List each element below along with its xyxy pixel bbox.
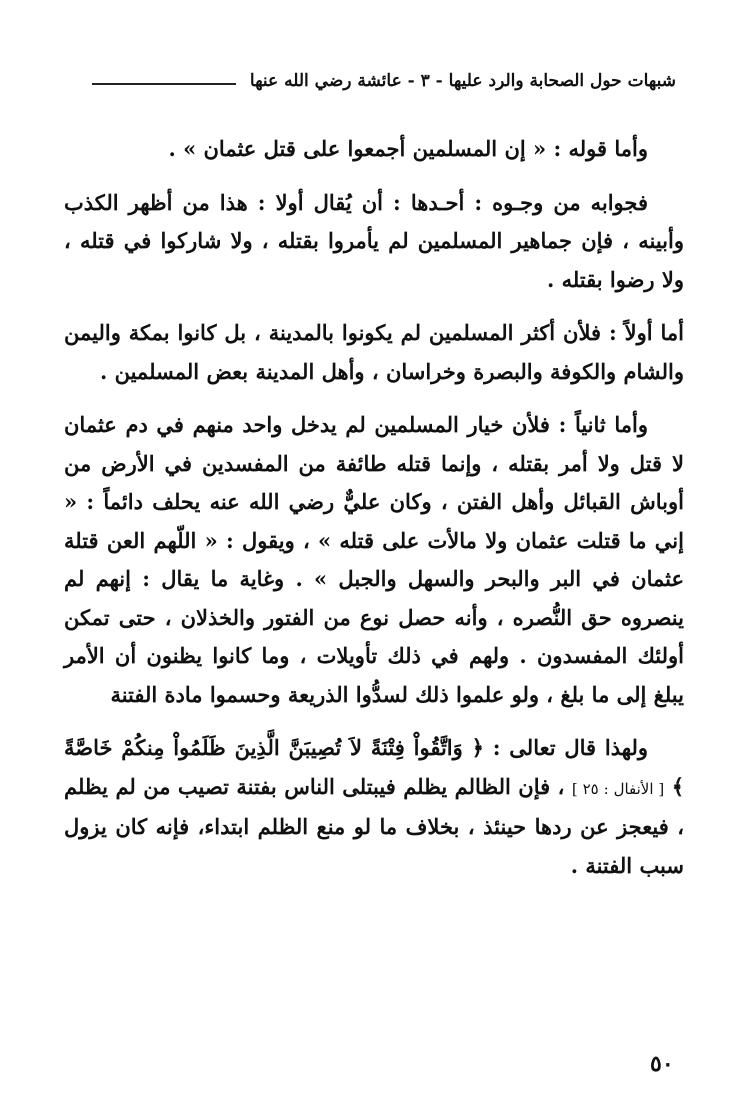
page-body: [64, 130, 684, 900]
running-header: [92, 64, 676, 98]
running-title: شبهات حول الصحابة والرد عليها - ٣ - عائشة رضي الله عنها: [249, 71, 676, 91]
paragraph-3: أما أولاً : فلأن أكثر المسلمين لم يكونوا بالمدينة ، بل كانوا بمكة واليمن والشام والكوفة والبصرة وخراسان ، وأهل المدينة بعض المسلمين .: [64, 320, 684, 384]
paragraph-4: وأما ثانياً : فلأن خيار المسلمين لم يدخل واحد منهم في دم عثمان لا قتل ولا أمر بقتله ، وإنما قتله طائفة من المفسدين في الأرض من أوباش القبائل وأهل الفتن ، وكان عليٌّ رضي الله عنه يحلف دائماً : « إني ما قتلت عثمان ولا مالأت على قتله » ، ويقول : « اللّهم العن قتلة عثمان في البر والبحر والسهل والجبل » . وغاية ما يقال : إنهم لم ينصروه حق النُّصره ، وأنه حصل نوع من الفتور والخذلان ، حتى تمكن أولئك المفسدون . ولهم في ذلك تأويلات ، وما كانوا يظنون أن الأمر يبلغ إلى ما بلغ ، ولو علموا ذلك لسدُّوا الذريعة وحسموا مادة الفتنة: [64, 412, 684, 707]
paragraph-2: فجوابه من وجـوه : أحـدها : أن يُقال أولا : هذا من أظهر الكذب وأبينه ، فإن جماهير المسلمين لم يأمروا بقتله ، ولا شاركوا في قتله ، ولا رضوا بقتله .: [64, 189, 684, 292]
paragraph-5: [64, 729, 684, 885]
page-number: ٥٠: [650, 1051, 674, 1077]
paragraph-5-quote: ولهذا قال تعالى : ﴿ وَاتَّقُواْ فِتْنَةً لاَ تُصِيبَنَّ الَّذِينَ ظَلَمُواْ مِنكُمْ خَاصَّةً ﴾: [64, 735, 685, 799]
paragraph-5-rest: ، فإن الظالم يظلم فيبتلى الناس بفتنة تصيب من لم يظلم ، فيعجز عن ردها حينئذ ، بخلاف ما لو منع الظلم ابتداء، فإنه كان يزول سبب الفتنة .: [64, 773, 684, 878]
paragraph-1: وأما قوله : « إن المسلمين أجمعوا على قتل عثمان » .: [168, 136, 648, 161]
header-rule: [92, 83, 236, 85]
quran-reference: [ الأنفال : ٢٥ ]: [571, 779, 665, 798]
